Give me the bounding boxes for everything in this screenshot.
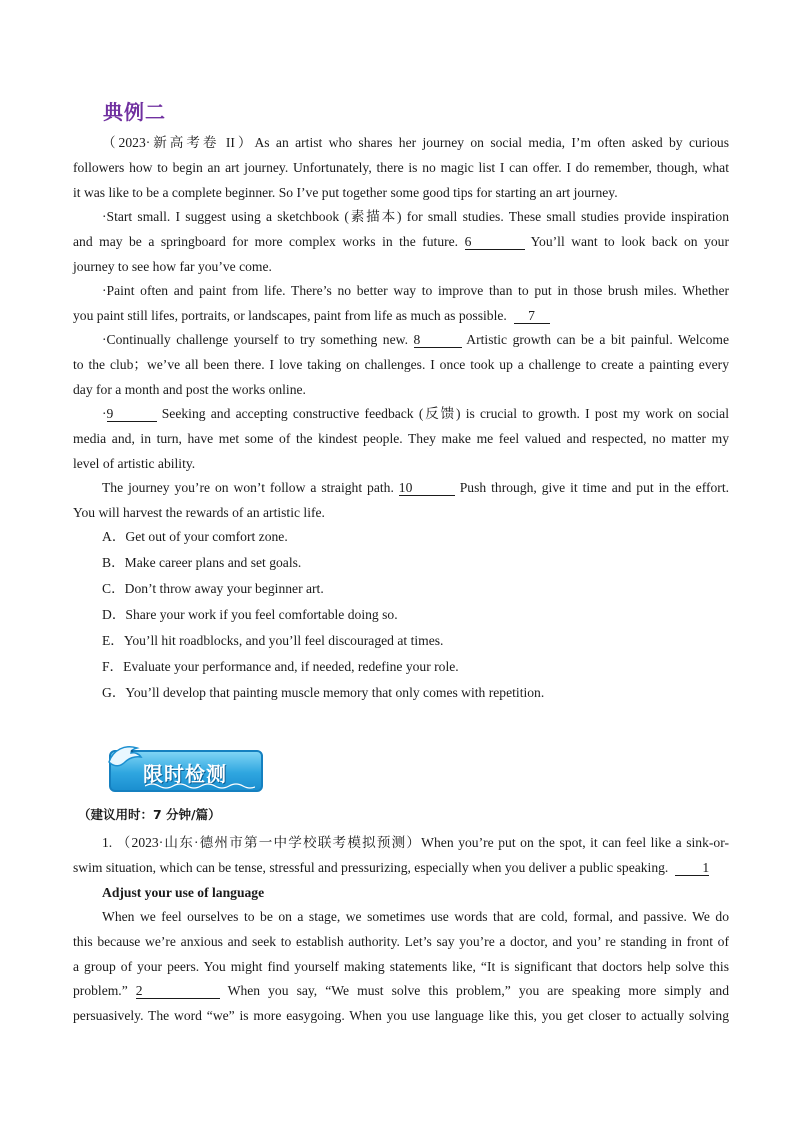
passage-line <box>73 233 729 251</box>
passage-text: ·Continually challenge yourself to try something new. <box>102 332 408 347</box>
option-e: E．You’ll hit roadblocks, and you’ll feel discouraged at times. <box>102 633 444 648</box>
passage-text: Seeking and accepting constructive feedback (反馈) is crucial to growth. I post my work on social <box>161 406 729 421</box>
passage-line: ·Paint often and paint from life. There’s no better way to improve than to put in those brush miles. Whether <box>102 283 729 298</box>
passage-text: problem.” <box>73 983 128 998</box>
option-b: B．Make career plans and set goals. <box>102 555 302 570</box>
passage-text: The journey you’re on won’t follow a straight path. <box>102 480 394 495</box>
passage-line: persuasively. The word “we” is more easygoing. When you use language like this, you get closer to actually solving <box>73 1008 729 1023</box>
blank-6: 6 <box>465 234 525 250</box>
blank-10: 10 <box>399 480 455 496</box>
wave-decoration-icon <box>145 782 255 790</box>
blank-8: 8 <box>414 332 462 348</box>
passage-line <box>73 307 729 325</box>
passage-line: When we feel ourselves to be on a stage, we sometimes use words that are cold, formal, and passive. We do <box>102 909 729 924</box>
section-heading: Adjust your use of language <box>102 885 265 900</box>
example-title: 典例二 <box>103 100 166 124</box>
passage-text: When you say, “We must solve this problem,” you are speaking more simply and <box>227 983 729 998</box>
blank-7: 7 <box>514 308 550 324</box>
passage-line: this because we’re anxious and seek to establish authority. Let’s say you’re a doctor, and you’ re standing in front of <box>73 934 729 949</box>
passage-line: ·Start small. I suggest using a sketchbook (素描本) for small studies. These small studies provide inspiration <box>102 209 729 224</box>
passage-line: 1. （2023·山东·德州市第一中学校联考模拟预测）When you’re put on the spot, it can feel like a sink-or- <box>102 835 729 850</box>
option-a: A．Get out of your comfort zone. <box>102 529 288 544</box>
time-note: （建议用时：7 分钟/篇） <box>78 807 221 822</box>
option-d: D．Share your work if you feel comfortable doing so. <box>102 607 398 622</box>
passage-line: to the club；we’ve all been there. I love taking on challenges. I once took up a challenge to create a painting every <box>73 357 729 372</box>
passage-text: Artistic growth can be a bit painful. Welcome <box>466 332 729 347</box>
passage-line: You will harvest the rewards of an artistic life. <box>73 505 325 520</box>
passage-text: You’ll want to look back on your <box>530 234 730 249</box>
passage-text: Push through, give it time and put in the effort. <box>459 480 729 495</box>
passage-line <box>102 331 729 349</box>
passage-line: （2023·新高考卷 II）As an artist who shares her journey on social media, I’m often asked by curious <box>102 135 729 150</box>
passage-text: and may be a springboard for more complex works in the future. <box>73 234 459 249</box>
passage-text: · <box>102 406 107 421</box>
option-f: F．Evaluate your performance and, if needed, redefine your role. <box>102 659 459 674</box>
option-c: C．Don’t throw away your beginner art. <box>102 581 324 596</box>
passage-line: journey to see how far you’ve come. <box>73 259 272 274</box>
passage-line <box>102 405 729 423</box>
passage-line: a group of your peers. You might find yourself making statements like, “It is significant that doctors help solve this <box>73 959 729 974</box>
passage-text: you paint still lifes, portraits, or landscapes, paint from life as much as possible. <box>73 308 507 323</box>
passage-line <box>73 859 729 877</box>
timed-test-badge <box>105 746 265 794</box>
passage-line <box>73 982 729 1000</box>
blank-2: 2 <box>136 983 220 999</box>
passage-line: followers how to begin an art journey. Unfortunately, there is no magic list I can offer. I do remember, though, what <box>73 160 729 175</box>
passage-line <box>102 479 729 497</box>
passage-line: media and, in turn, have met some of the kindest people. They make me feel valued and respected, no matter my <box>73 431 729 446</box>
passage-line: level of artistic ability. <box>73 456 196 471</box>
passage-line: day for a month and post the works online. <box>73 382 306 397</box>
passage-line: it was like to be a complete beginner. So I’ve put together some good tips for starting an art journey. <box>73 185 618 200</box>
dolphin-icon <box>105 740 145 774</box>
blank-9: 9 <box>107 406 157 422</box>
passage-text: swim situation, which can be tense, stressful and pressurizing, especially when you deliver a public speaking. <box>73 860 669 875</box>
badge-label: 限时检测 <box>143 762 227 786</box>
blank-1: 1 <box>675 860 709 876</box>
option-g: G．You’ll develop that painting muscle memory that only comes with repetition. <box>102 685 545 700</box>
